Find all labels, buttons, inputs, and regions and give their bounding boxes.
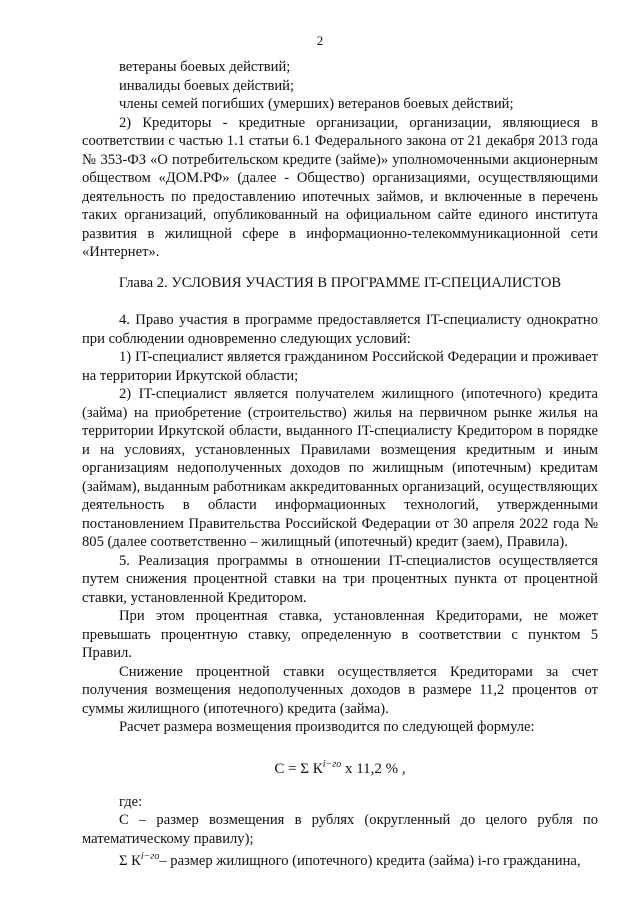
definition-superscript: i−го: [140, 851, 160, 862]
body-paragraph: При этом процентная ставка, установленная Кредиторами, не может превышать процентную ставку, определенную в соответствии с пунктом 5 Правил.: [82, 608, 598, 661]
intro-line: инвалиды боевых действий;: [119, 77, 295, 94]
definition-text: – размер жилищного (ипотечного) кредита (займа) i-го гражданина,: [159, 853, 581, 869]
body-paragraph: 5. Реализация программы в отношении IT-специалистов осуществляется путем снижения процентной ставки на три процентных пункта от процентной ставки, установленной Кредитором.: [82, 552, 598, 606]
formula-superscript: i−го: [322, 758, 342, 770]
document-body: [82, 58, 598, 871]
page-number: 2: [316, 33, 324, 48]
formula-rhs: х 11,2 % ,: [341, 760, 406, 777]
intro-line: ветераны боевых действий;: [119, 59, 291, 75]
body-paragraph: 4. Право участия в программе предоставляется IT-специалисту однократно при соблюдении одновременно следующих условий:: [82, 312, 598, 347]
formula-lhs: С = Σ К: [274, 760, 323, 777]
intro-line: члены семей погибших (умерших) ветеранов боевых действий;: [119, 96, 514, 112]
formula: [82, 754, 598, 780]
body-paragraph: Снижение процентной ставки осуществляется Кредиторами за счет получения возмещения недополученных доходов в размере 11,2 процентов от суммы жилищного (ипотечного) кредита (займа).: [82, 663, 598, 717]
chapter-title: Глава 2. УСЛОВИЯ УЧАСТИЯ В ПРОГРАММЕ IT-СПЕЦИАЛИСТОВ: [118, 274, 562, 291]
definition-symbol: Σ К: [119, 853, 141, 869]
definition-item: [82, 848, 598, 871]
where-label: где:: [119, 793, 143, 810]
definition-text: С – размер возмещения в рублях (округленный до целого рубля по математическому правилу);: [82, 812, 598, 847]
body-paragraph: Расчет размера возмещения производится по следующей формуле:: [119, 719, 535, 735]
definition-item: [82, 811, 598, 848]
body-paragraph: 1) IT-специалист является гражданином Российской Федерации и проживает на территории Иркутской области;: [82, 349, 598, 384]
definition-creditors: 2) Кредиторы - кредитные организации, организации, являющиеся в соответствии с частью 1.1 статьи 6.1 Федерального закона от 21 декабря 2013 года № 353-ФЗ «О потребительском кредите (займе)» уполномоченными акционерным обществом «ДОМ.РФ» (далее - Общество) организациями, осуществляющими деятельность по предоставлению ипотечных займов, и включенные в перечень таких организаций, опубликованный на официальном сайте единого института развития в жилищной сфере в информационно-телекоммуникационной сети «Интернет».: [82, 114, 598, 260]
body-paragraph: 2) IT-специалист является получателем жилищного (ипотечного) кредита (займа) на приобретение (строительство) жилья на первичном рынке жилья на территории Иркутской области, выданного IT-специалисту Кредитором в порядке и на условиях, установленных Правилами возмещения кредитным и иным организациям недополученных доходов по жилищным (ипотечным) кредитам (займам), выданным работникам аккредитованных организаций, осуществляющих деятельность в области информационных технологий, утвержденными постановлением Правительства Российской Федерации от 30 апреля 2022 года № 805 (далее соответственно – жилищный (ипотечный) кредит (заем), Правила).: [82, 386, 598, 550]
